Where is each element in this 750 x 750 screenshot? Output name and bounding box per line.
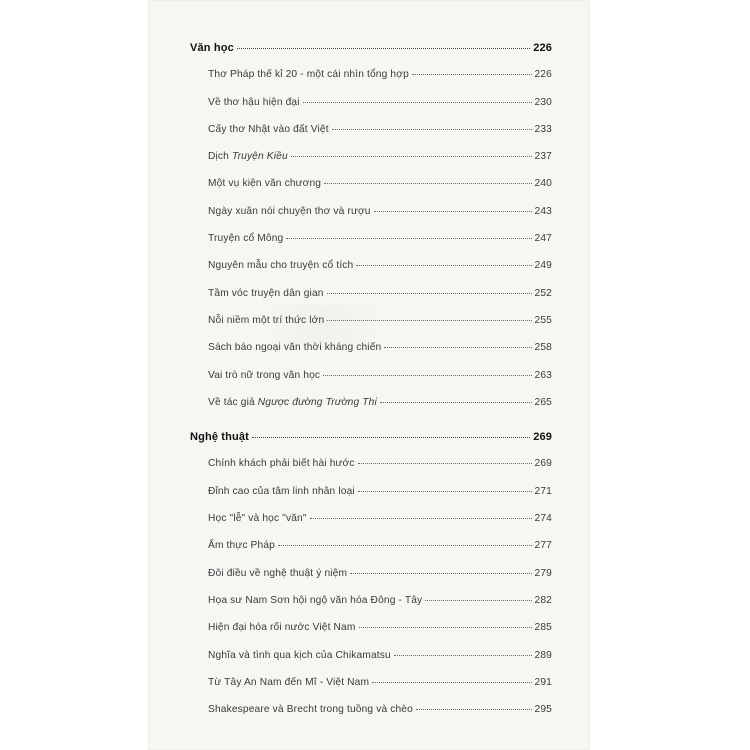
entry-title: Ẩm thực Pháp — [208, 540, 275, 552]
page-number: 279 — [534, 567, 552, 579]
dot-leader — [303, 102, 532, 103]
dot-leader — [291, 156, 532, 157]
entry-title-prefix: Dịch — [208, 151, 232, 163]
page-number: 230 — [534, 96, 552, 108]
page-number: 269 — [533, 431, 552, 444]
toc-entry — [190, 124, 552, 151]
toc-entry — [190, 178, 552, 205]
dot-leader — [358, 463, 532, 464]
page-number: 269 — [534, 458, 552, 470]
dot-leader — [324, 183, 531, 184]
toc-section-van-hoc — [190, 42, 552, 69]
table-of-contents — [190, 42, 552, 731]
dot-leader — [425, 600, 531, 601]
page-number: 258 — [534, 342, 552, 354]
page-number: 255 — [534, 314, 552, 326]
entry-title: Từ Tây An Nam đến Mĩ - Việt Nam — [208, 676, 370, 688]
section-title: Nghệ thuật — [190, 431, 249, 444]
dot-leader — [237, 48, 530, 49]
dot-leader — [310, 518, 532, 519]
entry-title: Học "lễ" và học "văn" — [208, 513, 307, 525]
toc-entry — [190, 97, 552, 124]
entry-title: Cấy thơ Nhật vào đất Việt — [208, 123, 329, 135]
page-number: 243 — [534, 205, 552, 217]
dot-leader — [286, 238, 531, 239]
page-number: 249 — [534, 260, 552, 272]
page-number: 247 — [534, 233, 552, 245]
entry-title — [208, 397, 377, 408]
dot-leader — [384, 347, 531, 348]
toc-entry — [190, 151, 552, 178]
page-number: 240 — [534, 178, 552, 190]
dot-leader — [394, 655, 532, 656]
toc-entry — [190, 650, 552, 677]
toc-entry — [190, 397, 552, 424]
dot-leader — [412, 74, 532, 75]
toc-entry — [190, 677, 552, 704]
toc-entry — [190, 288, 552, 315]
entry-title: Ngày xuân nói chuyện thơ và rượu — [208, 205, 371, 217]
entry-title: Sách báo ngoại văn thời kháng chiến — [208, 342, 382, 354]
page-number: 237 — [534, 151, 552, 163]
entry-title: Vai trò nữ trong văn học — [208, 369, 321, 381]
entry-title: Thơ Pháp thế kỉ 20 - một cái nhìn tổng hợp — [208, 69, 409, 81]
dot-leader — [278, 545, 532, 546]
toc-section-nghe-thuat — [190, 431, 552, 458]
section-title: Văn học — [190, 42, 234, 54]
toc-entry — [190, 260, 552, 287]
dot-leader — [332, 129, 532, 130]
entry-title-italic: Truyện Kiều — [231, 151, 288, 163]
entry-title: Đôi điều về nghệ thuật ý niệm — [208, 567, 348, 579]
entry-title: Nghĩa và tình qua kịch của Chikamatsu — [208, 649, 391, 661]
entry-title: Truyện cổ Mông — [208, 233, 284, 245]
dot-leader — [416, 709, 532, 710]
toc-entry — [190, 69, 552, 96]
dot-leader — [372, 682, 531, 683]
toc-entry — [190, 370, 552, 397]
page-number: 226 — [533, 42, 552, 54]
page-number: 265 — [534, 396, 552, 408]
entry-title — [208, 151, 288, 162]
entry-title-prefix: Về tác giả — [208, 396, 258, 408]
toc-entry — [190, 595, 552, 622]
page-number: 252 — [534, 287, 552, 299]
toc-entry — [190, 486, 552, 513]
entry-title: Nỗi niềm một trí thức lớn — [208, 314, 325, 326]
page-number: 263 — [534, 369, 552, 381]
toc-entry — [190, 568, 552, 595]
entry-title: Nguyên mẫu cho truyện cổ tích — [208, 260, 354, 272]
dot-leader — [252, 437, 530, 438]
dot-leader — [374, 211, 532, 212]
page-number: 291 — [534, 676, 552, 688]
dot-leader — [380, 402, 532, 403]
dot-leader — [358, 491, 532, 492]
dot-leader — [323, 375, 531, 376]
dot-leader — [356, 265, 531, 266]
toc-entry — [190, 233, 552, 260]
page-number: 274 — [534, 513, 552, 525]
toc-entry — [190, 704, 552, 731]
page-number: 277 — [534, 540, 552, 552]
section-spacer — [190, 424, 552, 431]
dot-leader — [350, 573, 531, 574]
entry-title: Shakespeare và Brecht trong tuồng và chèo — [208, 704, 413, 716]
entry-title: Một vụ kiện văn chương — [208, 178, 322, 190]
toc-entry — [190, 315, 552, 342]
entry-title: Đỉnh cao của tâm linh nhân loại — [208, 485, 355, 497]
page-number: 295 — [534, 704, 552, 716]
dot-leader — [327, 293, 532, 294]
entry-title: Tầm vóc truyện dân gian — [208, 287, 324, 299]
toc-entry — [190, 458, 552, 485]
toc-entry — [190, 206, 552, 233]
page-number: 271 — [534, 485, 552, 497]
toc-entry — [190, 342, 552, 369]
entry-title: Họa sư Nam Sơn hội ngộ văn hóa Đông - Tây — [208, 594, 423, 606]
page-number: 226 — [534, 69, 552, 81]
entry-title: Về thơ hậu hiện đại — [208, 96, 300, 108]
dot-leader — [359, 627, 532, 628]
page-number: 233 — [534, 123, 552, 135]
page-number: 289 — [534, 649, 552, 661]
page-number: 282 — [534, 594, 552, 606]
entry-title-italic: Ngược đường Trường Thi — [257, 396, 377, 408]
toc-entry — [190, 540, 552, 567]
dot-leader — [327, 320, 531, 321]
entry-title: Hiện đại hóa rối nước Việt Nam — [208, 622, 356, 634]
toc-entry — [190, 513, 552, 540]
toc-entry — [190, 622, 552, 649]
entry-title: Chính khách phải biết hài hước — [208, 458, 355, 470]
page-number: 285 — [534, 622, 552, 634]
